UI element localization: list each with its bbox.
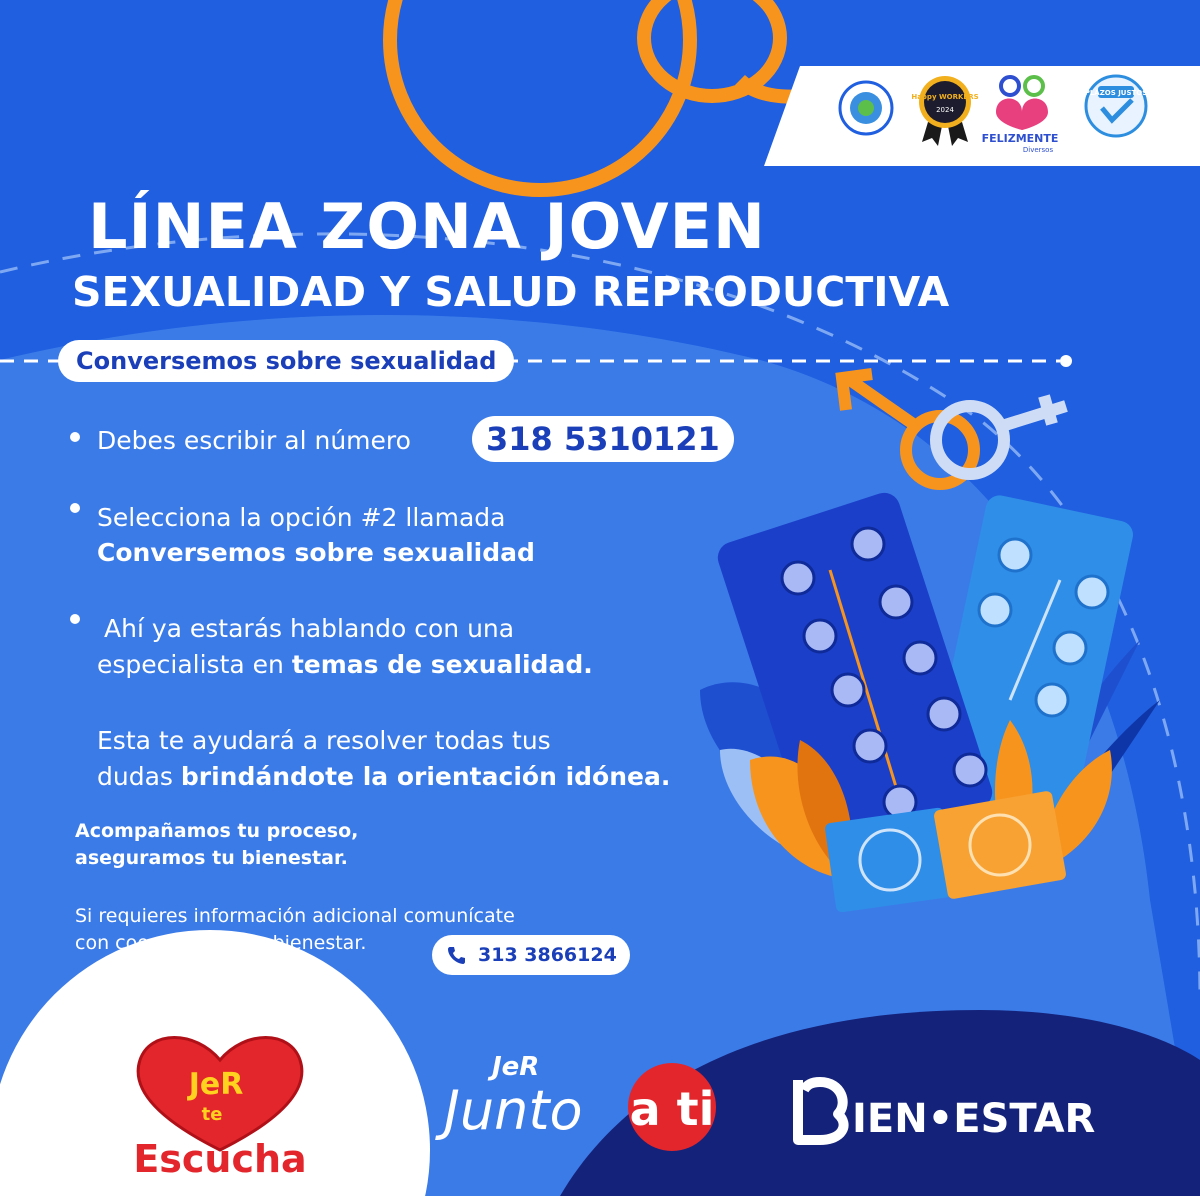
whatsapp-number: 318 5310121 bbox=[472, 416, 734, 462]
step1-text: Debes escribir al número bbox=[97, 426, 411, 455]
step3-line2-b: temas de sexualidad. bbox=[291, 650, 593, 679]
phone2-number: 313 3866124 bbox=[478, 944, 617, 966]
heart-icon bbox=[798, 1080, 844, 1140]
jer-te-escucha-logo bbox=[120, 1020, 320, 1180]
felizmente-sub: Diversos bbox=[1022, 146, 1054, 154]
bullet-dot bbox=[70, 614, 80, 624]
bienestar-phone bbox=[432, 935, 630, 975]
step3-line4-a: dudas bbox=[97, 762, 181, 791]
phone-icon bbox=[446, 945, 466, 965]
logo-strip bbox=[0, 0, 1200, 200]
step3-line3: Esta te ayudará a resolver todas tus bbox=[97, 726, 551, 755]
gender-symbols-icon bbox=[842, 374, 1066, 484]
felizmente-text: FELIZMENTE bbox=[981, 132, 1059, 145]
plazos-justos-seal bbox=[1085, 76, 1148, 136]
plazos-text: PLAZOS JUSTOS bbox=[1084, 89, 1148, 97]
info-line1: Si requieres información adicional comunícate bbox=[75, 905, 515, 927]
step3-line2-a: especialista en bbox=[97, 650, 292, 679]
jer-top: JeR bbox=[188, 1067, 244, 1102]
bullet-dot bbox=[70, 432, 80, 442]
jer-junto-a-ti-logo bbox=[440, 1045, 740, 1145]
page-subtitle: SEXUALIDAD Y SALUD REPRODUCTIVA bbox=[72, 268, 950, 316]
badge-year: 2024 bbox=[936, 106, 954, 114]
badge-label: Happy WORKERS bbox=[911, 93, 979, 101]
bienestar-logo bbox=[790, 1070, 1096, 1150]
junto-main: Junto bbox=[444, 1079, 583, 1142]
step3-line2 bbox=[97, 648, 593, 682]
step2-line2: Conversemos sobre sexualidad bbox=[97, 538, 535, 567]
topic-pill: Conversemos sobre sexualidad bbox=[58, 340, 514, 382]
jer-bottom: Escucha bbox=[133, 1137, 307, 1181]
junto-top: JeR bbox=[492, 1052, 540, 1082]
step3-line1: Ahí ya estarás hablando con una bbox=[104, 614, 515, 643]
seal-icon bbox=[840, 82, 892, 134]
illustration bbox=[680, 360, 1200, 930]
page-title: LÍNEA ZONA JOVEN bbox=[88, 190, 766, 263]
bullet-dot bbox=[70, 503, 80, 513]
jer-mid: te bbox=[201, 1104, 223, 1125]
step2-line1: Selecciona la opción #2 llamada bbox=[97, 503, 506, 532]
step3-line4-b: brindándote la orientación idónea. bbox=[180, 762, 671, 791]
info-line2: con coordinación de bienestar. bbox=[75, 932, 367, 954]
step3-line4 bbox=[97, 760, 670, 794]
closing-line1: Acompañamos tu proceso, bbox=[75, 820, 359, 842]
closing-line2: aseguramos tu bienestar. bbox=[75, 847, 348, 869]
bienestar-text: IEN•ESTAR bbox=[852, 1096, 1096, 1142]
junto-ati: a ti bbox=[629, 1082, 715, 1136]
